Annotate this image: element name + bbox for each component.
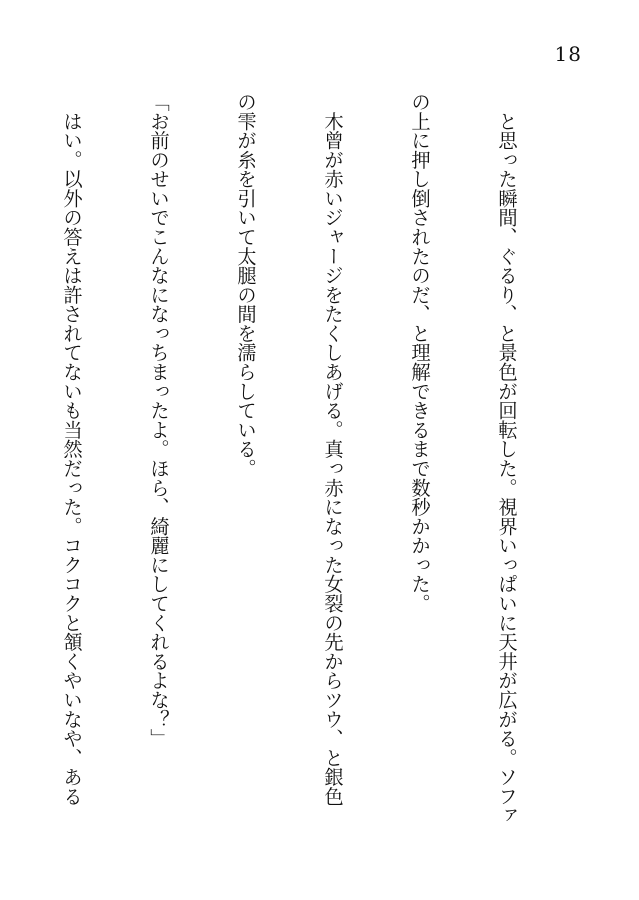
text-line: はい。以外の答えは許されてないも当然だった。コクコクと頷くやいなや、ある [60,92,83,806]
vertical-text-body [0,92,579,852]
page-number: 18 [554,42,582,66]
text-line: 木曾が赤いジャージをたくしあげる。真っ赤になった女裂の先からツウ、と銀色 [321,92,344,806]
text-line: と思った瞬間、ぐるり、と景色が回転した。視界いっぱいに天井が広がる。ソファ [495,92,518,826]
text-line: 「お前のせいでこんなになっちまったよ。ほら、綺麗にしてくれるよな？」 [147,92,170,748]
text-line: の雫が糸を引いて太腿の間を濡らしている。 [234,92,257,478]
text-line: の上に押し倒されたのだ、と理解できるまで数秒かかった。 [408,92,431,613]
